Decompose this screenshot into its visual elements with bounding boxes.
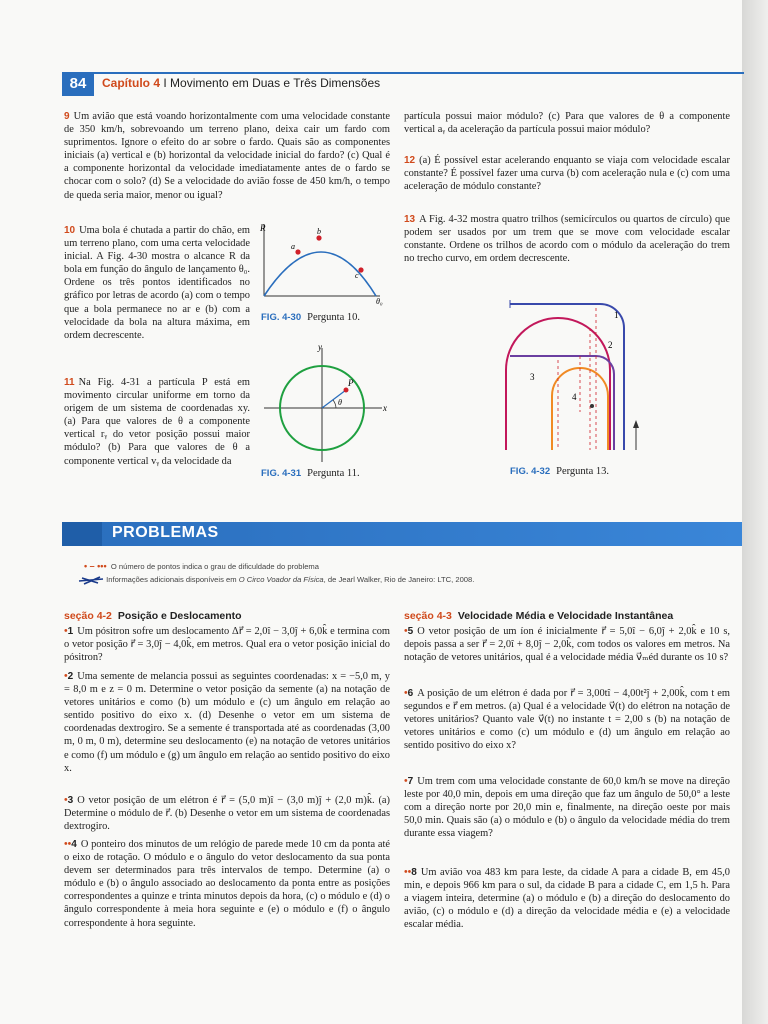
chapter-heading bbox=[102, 76, 380, 90]
axis-label-theta0: θ₀ bbox=[376, 297, 383, 306]
section-label: seção 4-3 bbox=[404, 610, 452, 622]
figure-4-30-graph bbox=[258, 222, 390, 306]
track-label-3: 3 bbox=[530, 372, 535, 382]
question-12 bbox=[404, 154, 730, 193]
problem-2 bbox=[64, 670, 390, 775]
chapter-label: Capítulo 4 bbox=[102, 76, 161, 90]
question-9 bbox=[64, 110, 390, 202]
problem-text: Um pósitron sofre um deslocamento Δr⃗ = 2,0î − 3,0ĵ + 6,0k̂ e termina com o vetor posição r⃗ = 3,0ĵ − 4,0k̂, em metros. Qual era o vetor posição inicial do pósitron? bbox=[64, 626, 390, 664]
axis-label-x: x bbox=[383, 403, 387, 413]
problem-5 bbox=[404, 625, 730, 664]
section-title: Velocidade Média e Velocidade Instantânea bbox=[457, 610, 674, 622]
difficulty-dots: • bbox=[404, 626, 408, 637]
problem-number: 4 bbox=[71, 839, 77, 850]
axis-label-y: y bbox=[318, 342, 322, 352]
reference-prefix: Informações adicionais disponíveis em bbox=[106, 575, 237, 584]
point-label-b: b bbox=[317, 227, 321, 236]
question-text: A Fig. 4-32 mostra quatro trilhos (semicírculos ou quartos de círculo) que podem ser usados por um trem que se move com velocidade escalar constante. Ordene os trilhos de acordo com o módulo da aceleração do trem no trecho curvo, em ordem decrescente. bbox=[404, 214, 730, 265]
banner-tab bbox=[62, 522, 102, 546]
problems-title: PROBLEMAS bbox=[112, 524, 219, 541]
problems-banner bbox=[62, 522, 742, 546]
figure-label: FIG. 4-30 bbox=[261, 312, 302, 323]
figure-4-31-circle bbox=[258, 342, 392, 464]
problem-text: O vetor posição de um elétron é r⃗ = (5,0 m)î − (3,0 m)ĵ + (2,0 m)k̂. (a) Determine o módulo de r⃗. (b) Desenhe o vetor em um sistema de coordenadas dextrogiro. bbox=[64, 795, 390, 833]
section-title: Posição e Deslocamento bbox=[117, 610, 242, 622]
difficulty-dots: • bbox=[64, 795, 68, 806]
problem-number: 6 bbox=[407, 688, 414, 699]
problem-3 bbox=[64, 794, 390, 833]
section-label: seção 4-2 bbox=[64, 610, 112, 622]
question-text: Na Fig. 4-31 a partícula P está em movimento circular uniforme em torno da origem de um sistema de coordenadas xy. (a) Para que valores de θ a componente vertical rᵧ do vetor posição possui maior módulo? (b) Para que valores de θ a componente vertical vᵧ da velocidade da bbox=[64, 377, 250, 467]
point-label-c: c bbox=[355, 271, 359, 280]
problem-text: A posição de um elétron é dada por r⃗ = 3,00tî − 4,00t²ĵ + 2,00k̂, com t em segundos e r⃗ em metros. (a) Qual é a velocidade v⃗(t) do elétron na notação de vetores unitários? Quanto vale v⃗(t) no instante t = 2,00 s (b) na notação de vetores unitários e como (c) um módulo e (d) um ângulo em relação ao sentido positivo do eixo x? bbox=[404, 688, 730, 752]
problem-text: O vetor posição de um íon é inicialmente r⃗ = 5,0î − 6,0ĵ + 2,0k̂ e 10 s, depois passa a ser r⃗ = 2,0î + 8,0ĵ − 2,0k̂, com todos os valores em metros. Na notação de vetores unitários, qual é a velocidade média v⃗ₘéd durante os 10 s? bbox=[404, 626, 730, 664]
problem-4 bbox=[64, 838, 390, 930]
problem-number: 1 bbox=[67, 626, 74, 637]
difficulty-dots: • – ••• bbox=[84, 561, 107, 571]
question-text: (a) É possível estar acelerando enquanto se viaja com velocidade escalar constante? É possível fazer uma curva (b) com aceleração nula e (c) com uma aceleração de módulo constante? bbox=[404, 155, 730, 193]
figure-4-32-caption bbox=[510, 466, 609, 477]
problem-number: 2 bbox=[67, 671, 74, 682]
problem-7 bbox=[404, 775, 730, 840]
figure-4-32-tracks bbox=[496, 300, 646, 458]
figure-caption: Pergunta 11. bbox=[307, 468, 360, 479]
problem-text: Uma semente de melancia possui as seguintes coordenadas: x = −5,0 m, y = 8,0 m e z = 0 m. Determine o vetor posição da semente (a) na notação de vetores unitários e como (b) um módulo e (c) um ângulo em relação ao sentido positivo do eixo x. (d) Desenhe o vetor em um sistema de coordenadas dextrogiro. Se a semente é transportada até as coordenadas (3,00 m, 0 m, 0 m), determine seu deslocamento (e) na notação de vetores unitários e como (f) um módulo e (g) um ângulo em relação ao sentido positivo do eixo x. bbox=[64, 671, 390, 774]
question-number: 13 bbox=[404, 214, 416, 225]
figure-caption: Pergunta 13. bbox=[556, 466, 610, 477]
question-text: Um avião que está voando horizontalmente com uma velocidade constante de 350 km/h, sobrevoando um terreno plano, deixa cair um fardo com suprimentos. Ignore o efeito do ar sobre o fardo. Quais são as componentes iniciais (a) vertical e (b) horizontal da velocidade inicial do fardo? (c) Qual é a componente horizontal da velocidade imediatamente antes de o fardo se chocar com o solo? (d) Se a velocidade do avião fosse de 450 km/h, o tempo de queda seria maior, menor ou igual? bbox=[64, 111, 390, 201]
figure-caption: Pergunta 10. bbox=[307, 312, 361, 323]
difficulty-legend bbox=[84, 561, 319, 571]
problem-1 bbox=[64, 625, 390, 664]
question-10 bbox=[64, 224, 250, 342]
book-reference-legend bbox=[78, 575, 474, 585]
question-number: 9 bbox=[64, 111, 70, 122]
question-11-continued: partícula possui maior módulo? (c) Para que valores de θ a componente vertical aᵧ da aceleração da partícula possui maior módulo? bbox=[404, 111, 730, 136]
figure-4-31-caption bbox=[261, 468, 360, 479]
chapter-title: Movimento em Duas e Três Dimensões bbox=[170, 76, 381, 90]
difficulty-dots: • bbox=[64, 626, 68, 637]
problem-number: 5 bbox=[407, 626, 414, 637]
problem-number: 7 bbox=[407, 776, 414, 787]
difficulty-dots: • bbox=[404, 688, 408, 699]
difficulty-dots: •• bbox=[64, 839, 72, 850]
figure-label: FIG. 4-32 bbox=[510, 466, 551, 477]
problem-text: Um avião voa 483 km para leste, da cidade A para a cidade B, em 45,0 min, e depois 966 km para o sul, da cidade B para a cidade C, em 1,5 h. Para a viagem inteira, determine (a) o módulo e (b) a direção do deslocamento do avião, (c) o módulo e (d) a direção da velocidade média e (e) a velocidade escalar média. bbox=[404, 867, 730, 931]
difficulty-dots: • bbox=[404, 776, 408, 787]
difficulty-dots: • bbox=[64, 671, 68, 682]
problem-8 bbox=[404, 866, 730, 931]
page-header bbox=[62, 72, 742, 96]
point-label-P: P bbox=[348, 378, 354, 388]
page-number: 84 bbox=[62, 72, 94, 96]
question-number: 12 bbox=[404, 155, 416, 166]
problem-text: O ponteiro dos minutos de um relógio de parede mede 10 cm da ponta até o eixo de rotação. O módulo e o ângulo do vetor deslocamento da sua ponta devem ser determinados para três intervalos de tempo. Determine (a) o módulo e (b) o ângulo associado ao deslocamento da ponta entre as posições correspondentes a quinze e trinta minutos depois da hora, (c) o módulo e (d) o ângulo correspondente à meia hora seguinte e (e) o módulo e (f) o ângulo correspondente à hora seguinte. bbox=[64, 839, 390, 929]
question-number: 10 bbox=[64, 225, 76, 236]
problem-number: 8 bbox=[411, 867, 417, 878]
track-label-4: 4 bbox=[572, 392, 577, 402]
reference-book: O Circo Voador da Física bbox=[238, 575, 324, 584]
section-4-2-heading bbox=[64, 610, 242, 622]
reference-suffix: , de Jearl Walker, Rio de Janeiro: LTC, 2008. bbox=[323, 575, 475, 584]
axis-label-R: R bbox=[260, 223, 266, 233]
problem-number: 3 bbox=[67, 795, 74, 806]
difficulty-dots: •• bbox=[404, 867, 412, 878]
question-13 bbox=[404, 213, 730, 265]
question-number: 11 bbox=[64, 377, 75, 388]
problem-6 bbox=[404, 687, 730, 752]
figure-4-30-caption bbox=[261, 312, 360, 323]
question-text: Uma bola é chutada a partir do chão, em um terreno plano, com uma certa velocidade inicial. A Fig. 4-30 mostra o alcance R da bola em função do ângulo de lançamento θ₀. Ordene os três pontos identificados no gráfico por letras de acordo (a) com o tempo que a bola permanece no ar e (b) com a velocidade da bola na altura máxima, em ordem decrescente. bbox=[64, 225, 250, 341]
problem-text: Um trem com uma velocidade constante de 60,0 km/h se move na direção leste por 40,0 min, depois em uma direção que faz um ângulo de 50,0° a leste com a direção norte por 20,0 min e, finalmente, na direção oeste por mais 50,0 min. Quais são (a) o módulo e (b) o ângulo da velocidade média do trem durante essa viagem? bbox=[404, 776, 730, 840]
chapter-separator: I bbox=[163, 76, 167, 90]
question-11 bbox=[64, 376, 250, 468]
figure-label: FIG. 4-31 bbox=[261, 468, 302, 479]
page-edge-shadow bbox=[742, 0, 768, 1024]
angle-label-theta: θ bbox=[338, 398, 342, 407]
track-label-1: 1 bbox=[614, 310, 619, 320]
section-4-3-heading bbox=[404, 610, 673, 622]
difficulty-legend-text: O número de pontos indica o grau de dificuldade do problema bbox=[110, 562, 319, 571]
track-label-2: 2 bbox=[608, 340, 613, 350]
flying-circus-icon bbox=[78, 576, 104, 585]
point-label-a: a bbox=[291, 242, 295, 251]
